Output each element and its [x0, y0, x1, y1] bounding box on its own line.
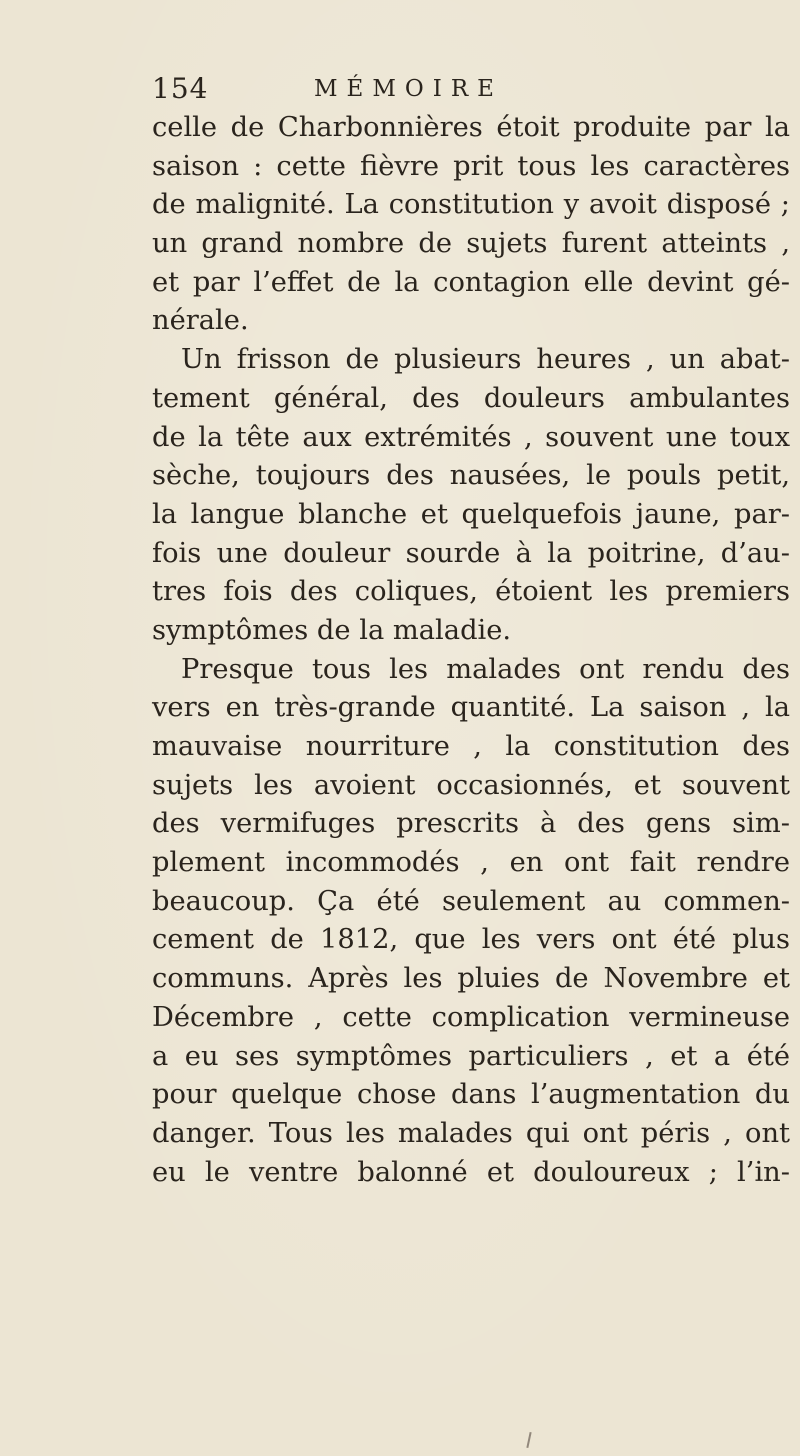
text-line: tement général, des douleurs ambulantes [152, 382, 790, 414]
text-line: Un frisson de plusieurs heures , un abat- [181, 344, 790, 376]
text-line: un grand nombre de sujets furent atteints , [152, 228, 790, 260]
text-line: sèche, toujours des nausées, le pouls petit, [152, 460, 790, 492]
text-line: fois une douleur sourde à la poitrine, d’au- [152, 537, 790, 569]
text-line: la langue blanche et quelquefois jaune, par- [152, 498, 790, 530]
text-line: celle de Charbonnières étoit produite par la [152, 112, 790, 143]
text-line: vers en très-grande quantité. La saison , la [152, 692, 790, 724]
text-line: a eu ses symptômes particuliers , et a été [152, 1040, 790, 1072]
text-line: sujets les avoient occasionnés, et souvent [152, 769, 790, 801]
running-head [152, 72, 792, 112]
body-text [152, 109, 790, 1192]
text-line: communs. Après les pluies de Novembre et [152, 963, 790, 995]
text-line: cement de 1812, que les vers ont été plus [152, 924, 790, 956]
text-line: beaucoup. Ça été seulement au commen- [152, 885, 790, 917]
text-line: nérale. [152, 305, 249, 337]
text-line: symptômes de la maladie. [152, 614, 512, 646]
text-line: de la tête aux extrémités , souvent une toux [152, 421, 790, 453]
page-number: 154 [152, 72, 209, 105]
running-title: MÉMOIRE [314, 76, 503, 102]
text-line: tres fois des coliques, étoient les premiers [152, 576, 790, 608]
text-line: et par l’effet de la contagion elle devint gé- [152, 266, 790, 298]
ink-mark [526, 1432, 531, 1448]
text-line: plement incommodés , en ont fait rendre [152, 847, 790, 879]
text-line: saison : cette fièvre prit tous les caractères [152, 150, 790, 182]
text-line: eu le ventre balonné et douloureux ; l’in- [152, 1156, 790, 1188]
text-line: des vermifuges prescrits à des gens sim- [152, 808, 790, 840]
text-line: danger. Tous les malades qui ont péris , ont [152, 1117, 790, 1149]
text-line: de malignité. La constitution y avoit disposé ; [152, 189, 790, 221]
text-line: Presque tous les malades ont rendu des [181, 653, 790, 685]
text-line: mauvaise nourriture , la constitution des [152, 731, 790, 762]
text-line: Décembre , cette complication vermineuse [152, 1001, 790, 1033]
text-line: pour quelque chose dans l’augmentation du [152, 1079, 790, 1111]
